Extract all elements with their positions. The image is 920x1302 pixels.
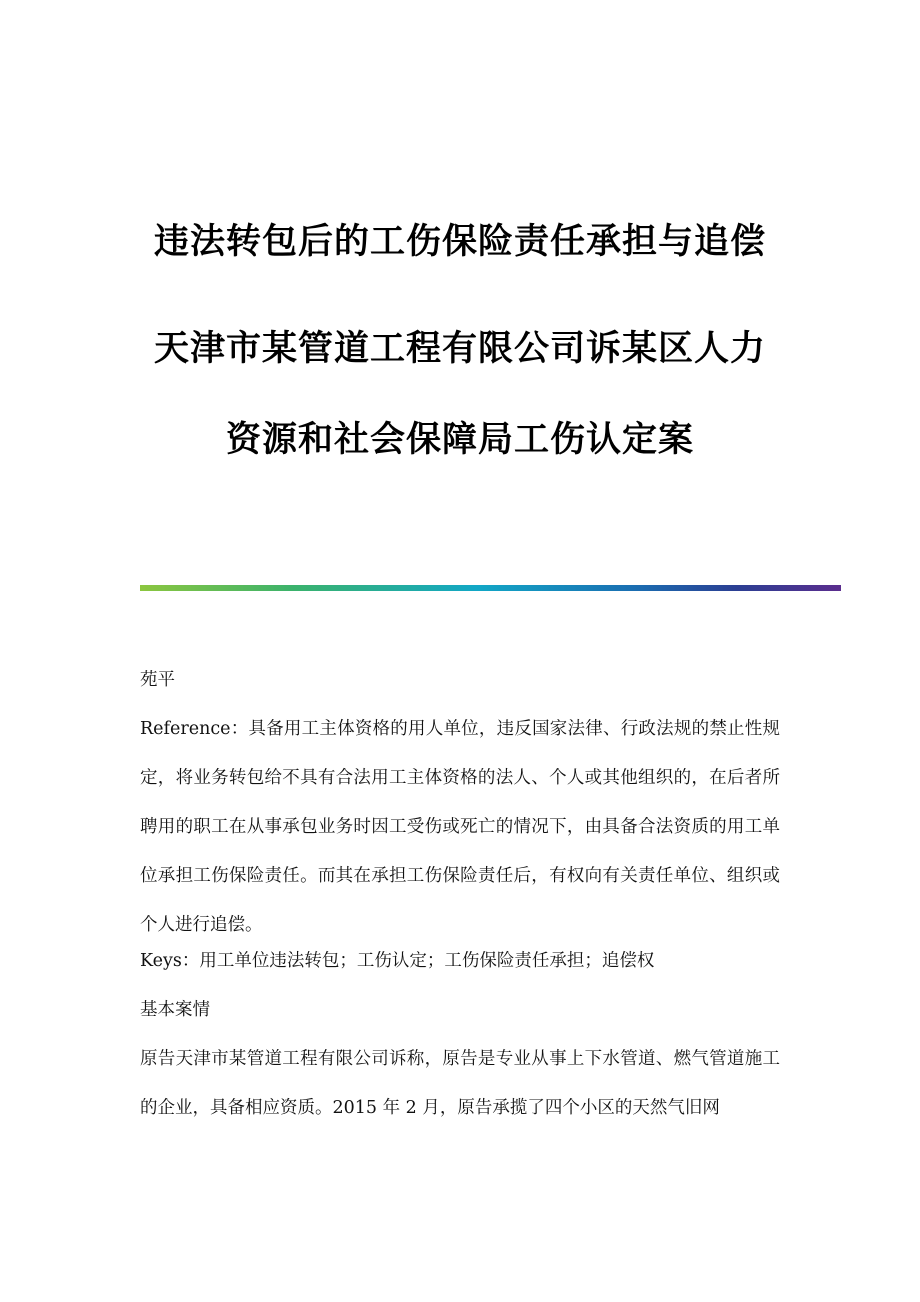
title-line-3: 资源和社会保障局工伤认定案	[225, 420, 694, 460]
document-body	[140, 668, 780, 1133]
gradient-divider	[140, 585, 841, 591]
title-line-2: 天津市某管道工程有限公司诉某区人力	[153, 329, 766, 369]
keys-paragraph: Keys：用工单位违法转包；工伤认定；工伤保险责任承担；追偿权	[140, 951, 655, 971]
case-paragraph: 原告天津市某管道工程有限公司诉称，原告是专业从事上下水管道、燃气管道施工的企业，具备相应资质。2015 年 2 月，原告承揽了四个小区的天然气旧网	[140, 1049, 780, 1118]
section-heading: 基本案情	[140, 1000, 210, 1020]
reference-paragraph: Reference：具备用工主体资格的用人单位，违反国家法律、行政法规的禁止性规定，将业务转包给不具有合法用工主体资格的法人、个人或其他组织的，在后者所聘用的职工在从事承包业务时因工受伤或死亡的情况下，由具备合法资质的用工单位承担工伤保险责任。而其在承担工伤保险责任后，有权向有关责任单位、组织或个人进行追偿。	[140, 719, 780, 935]
author: 苑平	[140, 670, 175, 690]
title-line-1: 违法转包后的工伤保险责任承担与追偿	[153, 222, 766, 262]
